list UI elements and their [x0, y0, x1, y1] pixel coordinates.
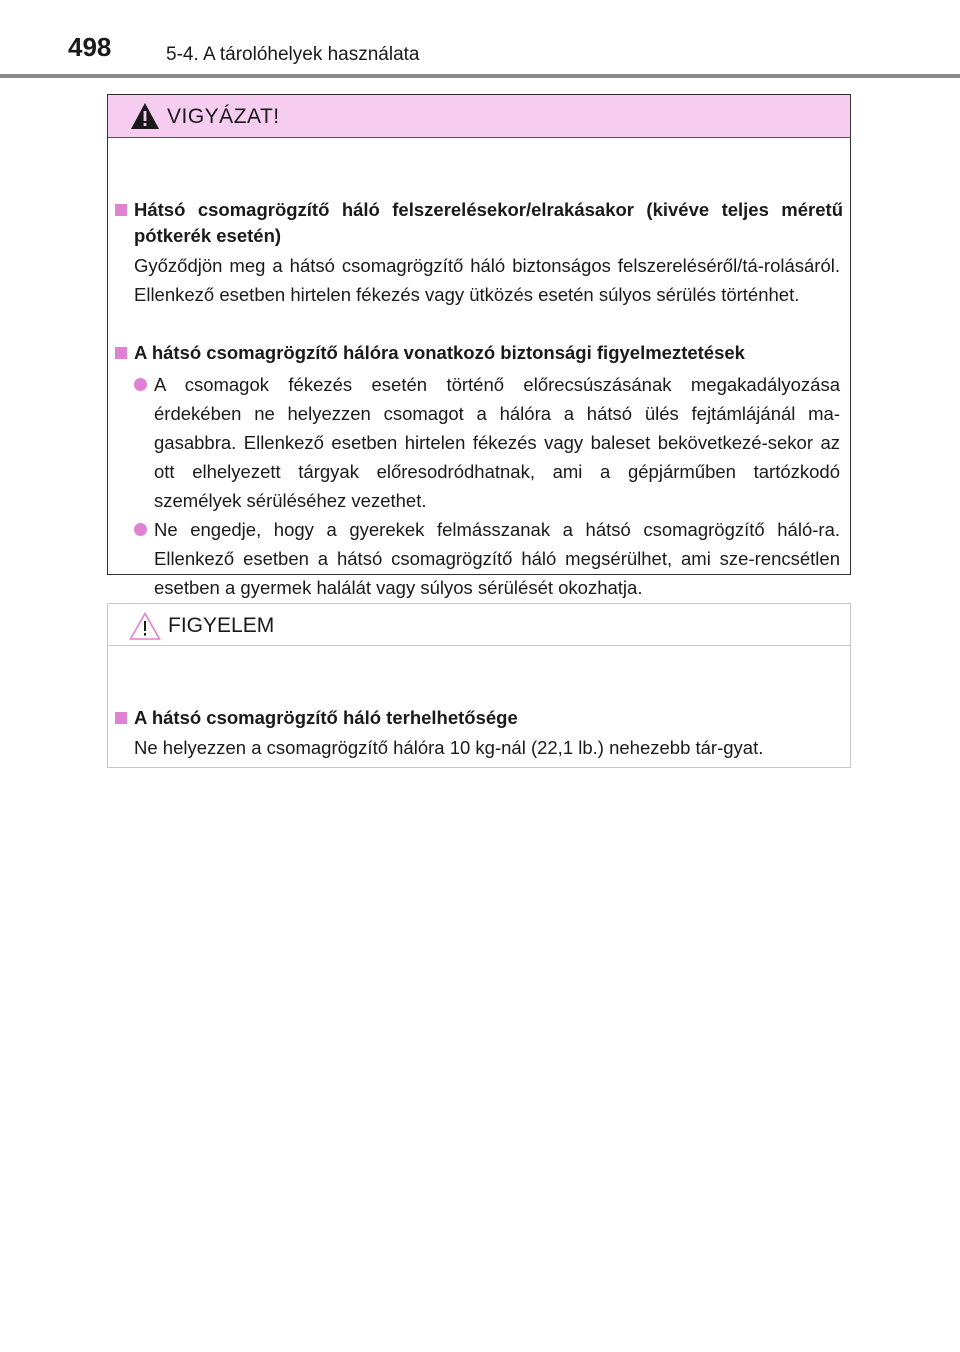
warning-paragraph-1: Győződjön meg a hátsó csomagrögzítő háló biztonságos felszereléséről/tá-rolásáról. Ellenkező esetben hirtelen fékezés vagy ütközés esetén súlyos sérülés történhet. [134, 255, 840, 305]
page-number: 498 [68, 32, 112, 62]
notice-heading-1-text: A hátsó csomagrögzítő háló terhelhetősége [134, 707, 518, 728]
warning-bullet-text: A csomagok fékezés esetén történő előrecsúszásának megakadályozása érdekében ne helyezzen csomagot a hálóra a hátsó ülés fejtámlájánál ma-gasabbra. Ellenkező esetben hirtelen fékezés vagy baleset bekövetkezé-sekor az ott elhelyezett tárgyak előresodródhatnak, ami a gépjárműben tartózkodó személyek sérüléséhez vezethet. [154, 374, 840, 511]
notice-box [107, 603, 851, 768]
header-divider [0, 74, 960, 78]
caution-triangle-icon [129, 612, 161, 640]
warning-box [107, 94, 851, 598]
section-marker-icon [115, 347, 127, 359]
warning-bullet [134, 370, 840, 515]
warning-bullet-text: Ne engedje, hogy a gyerekek felmásszanak a hátsó csomagrögzítő háló-ra. Ellenkező esetben a hátsó csomagrögzítő háló megsérülhet, ami sze-rencsétlen esetben a gyermek halálát vagy súlyos sérülését okozhatja. [154, 519, 840, 598]
warning-title: VIGYÁZAT! [167, 105, 280, 128]
warning-triangle-icon [130, 102, 160, 130]
warning-bullet [134, 515, 840, 602]
page-header [0, 0, 960, 80]
warning-heading-1-text: Hátsó csomagrögzítő háló felszerelésekor/elrakásakor (kivéve teljes méretű pótkerék esetén) [134, 199, 843, 246]
notice-title: FIGYELEM [168, 614, 275, 637]
section-marker-icon [115, 712, 127, 724]
warning-heading-2-text: A hátsó csomagrögzítő hálóra vonatkozó biztonsági figyelmeztetések [134, 342, 745, 363]
notice-paragraph-1: Ne helyezzen a csomagrögzítő hálóra 10 kg-nál (22,1 lb.) nehezebb tár-gyat. [134, 737, 764, 758]
section-title: 5-4. A tárolóhelyek használata [166, 44, 420, 65]
warning-heading-2 [115, 340, 843, 366]
notice-heading-1 [115, 705, 843, 731]
section-marker-icon [115, 204, 127, 216]
warning-header [108, 95, 850, 138]
bullet-dot-icon [134, 523, 147, 536]
bullet-dot-icon [134, 378, 147, 391]
warning-heading-1 [115, 197, 843, 249]
notice-header [108, 604, 850, 646]
